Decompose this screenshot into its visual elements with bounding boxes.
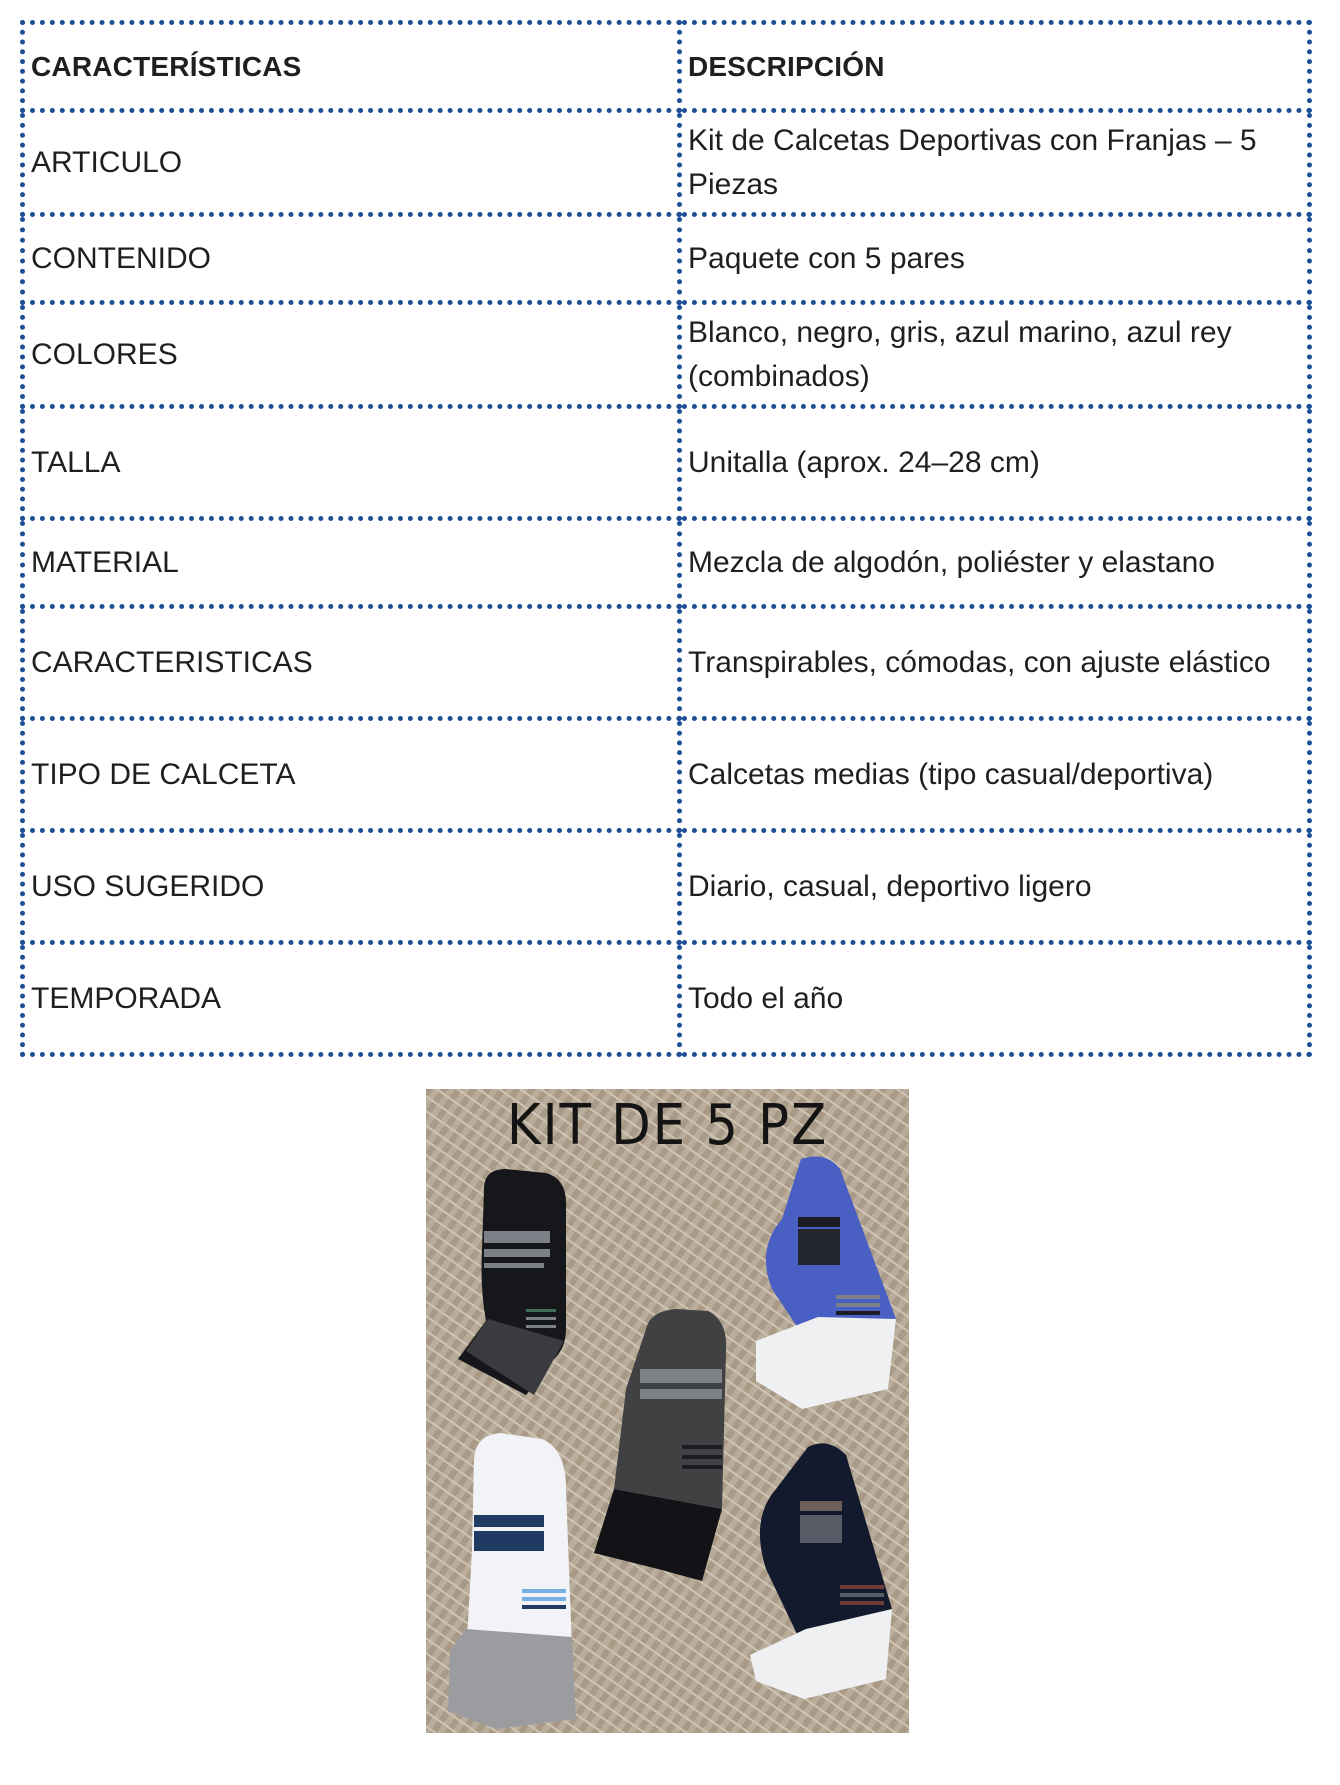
row-label: ARTICULO [23,111,680,215]
row-value: Transpirables, cómodas, con ajuste elástico [680,607,1310,719]
header-description: DESCRIPCIÓN [680,23,1310,111]
table-row [23,303,1310,407]
row-label: TALLA [23,407,680,519]
row-value: Unitalla (aprox. 24–28 cm) [680,407,1310,519]
socks-illustration [426,1089,909,1733]
row-value: Kit de Calcetas Deportivas con Franjas – 5 Piezas [680,111,1310,215]
table-row [23,407,1310,519]
table-row [23,943,1310,1055]
row-value: Calcetas medias (tipo casual/deportiva) [680,719,1310,831]
row-value: Todo el año [680,943,1310,1055]
row-label: TIPO DE CALCETA [23,719,680,831]
table-row [23,719,1310,831]
row-label: CONTENIDO [23,215,680,303]
product-photo [426,1089,909,1733]
row-value: Diario, casual, deportivo ligero [680,831,1310,943]
row-label: CARACTERISTICAS [23,607,680,719]
row-value: Mezcla de algodón, poliéster y elastano [680,519,1310,607]
row-label: USO SUGERIDO [23,831,680,943]
row-label: TEMPORADA [23,943,680,1055]
table-row [23,607,1310,719]
row-value: Paquete con 5 pares [680,215,1310,303]
row-label: MATERIAL [23,519,680,607]
header-characteristics: CARACTERÍSTICAS [23,23,680,111]
row-value: Blanco, negro, gris, azul marino, azul rey (combinados) [680,303,1310,407]
photo-caption: KIT DE 5 PZ [506,1093,829,1158]
table-header-row [23,23,1310,111]
table-row [23,519,1310,607]
spec-table [20,20,1312,1057]
row-label: COLORES [23,303,680,407]
table-row [23,831,1310,943]
table-row [23,215,1310,303]
table-row [23,111,1310,215]
